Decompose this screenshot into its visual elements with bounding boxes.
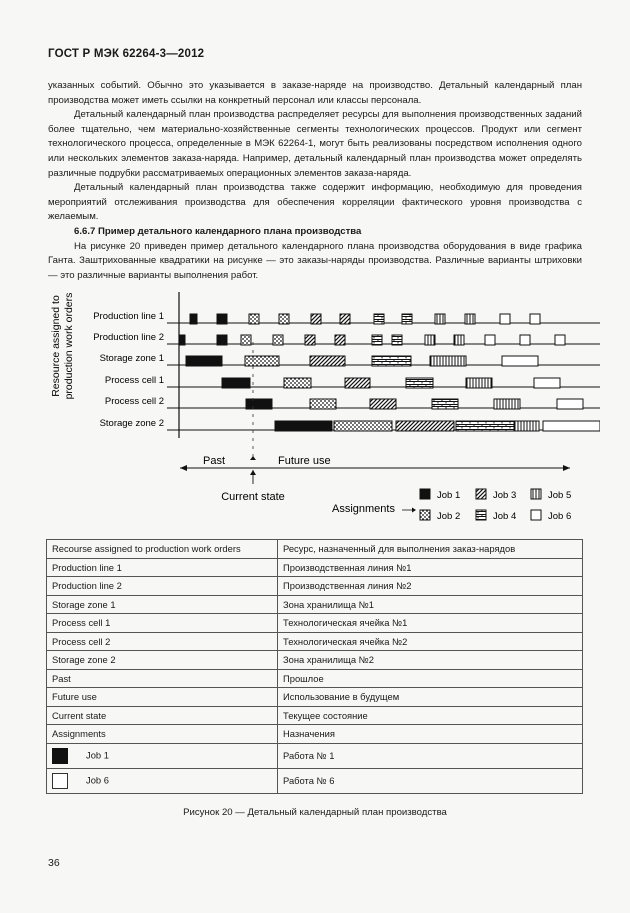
gantt-row-label: Process cell 1 (104, 375, 164, 386)
gantt-bar-job-1 (275, 421, 332, 431)
table-row (47, 558, 583, 577)
body-text (48, 79, 582, 283)
legend-label: Job 2 (437, 511, 461, 522)
table-cell-ru: Прошлое (278, 669, 583, 688)
gantt-bar-job-2 (334, 421, 392, 431)
table-cell-en: Production line 2 (47, 577, 278, 596)
gantt-bar-job-6 (534, 378, 560, 388)
gantt-bar-job-2 (249, 314, 259, 324)
legend-swatch-job-1 (420, 489, 430, 499)
gantt-bar-job-3 (335, 335, 345, 345)
job-1-swatch (52, 748, 68, 764)
gantt-bar-job-4 (392, 335, 402, 345)
gantt-bar-job-3 (345, 378, 370, 388)
page-number: 36 (48, 857, 60, 869)
gantt-bar-job-1 (222, 378, 250, 388)
table-cell-ru: Текущее состояние (278, 706, 583, 725)
table-cell-en (47, 768, 278, 793)
future-arrowhead (563, 465, 570, 471)
y-axis-label-2: production work orders (63, 292, 75, 400)
gantt-bar-job-6 (502, 356, 538, 366)
table-cell-ru: Производственная линия №2 (278, 577, 583, 596)
table-cell-en: Production line 1 (47, 558, 278, 577)
page-header: ГОСТ Р МЭК 62264-3—2012 (48, 48, 205, 60)
gantt-bar-job-5 (465, 314, 475, 324)
table-cell-ru: Производственная линия №1 (278, 558, 583, 577)
gantt-bar-job-1 (217, 335, 227, 345)
table-row (47, 595, 583, 614)
gantt-bar-job-2 (310, 399, 336, 409)
gantt-bar-job-3 (396, 421, 454, 431)
gantt-bar-job-2 (284, 378, 311, 388)
table-cell-ru: Назначения (278, 725, 583, 744)
table-cell-ru: Технологическая ячейка №2 (278, 632, 583, 651)
table-cell-en: Current state (47, 706, 278, 725)
current-state-label: Current state (221, 491, 285, 503)
past-label: Past (203, 455, 226, 467)
gantt-bar-job-5 (515, 421, 539, 431)
gantt-bar-job-3 (370, 399, 396, 409)
gantt-bar-job-5 (430, 356, 466, 366)
table-cell-ru: Технологическая ячейка №1 (278, 614, 583, 633)
translation-table (46, 539, 583, 794)
table-cell-en: Past (47, 669, 278, 688)
gantt-bar-job-1 (246, 399, 272, 409)
gantt-bar-job-6 (500, 314, 510, 324)
table-cell-en: Future use (47, 688, 278, 707)
table-cell-ru: Использование в будущем (278, 688, 583, 707)
gantt-bar-job-3 (311, 314, 321, 324)
table-cell-ru: Работа № 6 (278, 768, 583, 793)
table-row (47, 743, 583, 768)
gantt-bar-job-1 (186, 356, 222, 366)
gantt-bar-job-2 (245, 356, 279, 366)
table-row (47, 614, 583, 633)
paragraph: Детальный календарный план производства также содержит информацию, необходимую для проведения мероприятий отслеживания производства для обеспечения корреляции фактического уровня производства с желаемым. (48, 182, 582, 223)
gantt-bar-job-5 (454, 335, 464, 345)
gantt-bar-job-4 (372, 356, 411, 366)
table-row (47, 577, 583, 596)
current-state-marker (250, 456, 256, 460)
table-cell-en: Process cell 1 (47, 614, 278, 633)
gantt-bar-job-6 (555, 335, 565, 345)
gantt-bar-job-6 (543, 421, 600, 431)
gantt-bar-job-6 (557, 399, 583, 409)
table-row (47, 651, 583, 670)
figure-caption: Рисунок 20 — Детальный календарный план производства (183, 807, 447, 818)
gantt-bar-job-4 (374, 314, 384, 324)
section-heading: 6.6.7 Пример детального календарного плана производства (74, 225, 362, 237)
table-cell-en: Recourse assigned to production work orders (47, 540, 278, 559)
gantt-bar-job-3 (305, 335, 315, 345)
gantt-row-label: Production line 1 (93, 311, 164, 322)
gantt-chart (40, 284, 600, 530)
gantt-bar-job-2 (273, 335, 283, 345)
table-cell-en (47, 743, 278, 768)
gantt-bar-job-4 (402, 314, 412, 324)
gantt-bar-job-1 (179, 335, 185, 345)
gantt-row-label: Production line 2 (93, 332, 164, 343)
table-cell-ru: Зона хранилища №1 (278, 595, 583, 614)
table-row (47, 632, 583, 651)
legend-label: Job 1 (437, 490, 461, 501)
legend-label: Job 6 (548, 511, 572, 522)
future-label: Future use (278, 455, 331, 467)
gantt-bar-job-6 (485, 335, 495, 345)
gantt-bar-job-2 (279, 314, 289, 324)
assignments-label: Assignments (332, 503, 395, 515)
gantt-row-label: Process cell 2 (104, 396, 164, 407)
gantt-bar-job-3 (340, 314, 350, 324)
gantt-bar-job-4 (456, 421, 514, 431)
table-cell-ru: Зона хранилища №2 (278, 651, 583, 670)
legend-label: Job 4 (493, 511, 517, 522)
table-cell-en: Storage zone 2 (47, 651, 278, 670)
table-row (47, 688, 583, 707)
legend-swatch-job-3 (476, 489, 486, 499)
job-label: Job 1 (86, 748, 109, 760)
job-6-swatch (52, 773, 68, 789)
gantt-bar-job-1 (217, 314, 227, 324)
current-state-arrowhead (250, 470, 256, 475)
gantt-bar-job-3 (310, 356, 345, 366)
job-label: Job 6 (86, 773, 109, 785)
gantt-bar-job-4 (406, 378, 433, 388)
gantt-bar-job-4 (372, 335, 382, 345)
gantt-row-label: Storage zone 1 (99, 353, 164, 364)
table-cell-en: Assignments (47, 725, 278, 744)
legend-swatch-job-5 (531, 489, 541, 499)
legend-label: Job 5 (548, 490, 572, 501)
gantt-bar-job-6 (530, 314, 540, 324)
table-row (47, 725, 583, 744)
table-cell-ru: Ресурс, назначенный для выполнения заказ-нарядов (278, 540, 583, 559)
table-row (47, 706, 583, 725)
gantt-bar-job-4 (432, 399, 458, 409)
table-cell-ru: Работа № 1 (278, 743, 583, 768)
gantt-row-label: Storage zone 2 (99, 418, 164, 429)
legend-swatch-job-4 (476, 510, 486, 520)
paragraph: Детальный календарный план производства распределяет ресурсы для выполнения производственных заданий более тщательно, чем материально-хозяйственные сегменты технологических процессов. Продукт или сегмент технологического процесса, определенные в МЭК 62264-1, могут быть реализованы посредством исполнения одного или нескольких элементов заказа-наряда. Например, детальный календарный план производства может определять различные подрубки рассматриваемых операционных элементов заказа-наряда. (48, 109, 582, 179)
gantt-bar-job-5 (435, 314, 445, 324)
paragraph: указанных событий. Обычно это указывается в заказе-наряде на производство. Детальный календарный план производства может иметь ссылки на конкретный персонал или классы персонала. (48, 80, 582, 106)
assignments-arrowhead (412, 508, 416, 513)
gantt-bar-job-5 (466, 378, 492, 388)
table-cell-en: Storage zone 1 (47, 595, 278, 614)
gantt-bar-job-1 (190, 314, 197, 324)
past-arrowhead (180, 465, 187, 471)
gantt-bar-job-6 (520, 335, 530, 345)
gantt-bar-job-5 (494, 399, 520, 409)
legend-label: Job 3 (493, 490, 517, 501)
table-row (47, 540, 583, 559)
legend-swatch-job-2 (420, 510, 430, 520)
paragraph: На рисунке 20 приведен пример детального календарного плана производства оборудования в виде графика Ганта. Заштрихованные квадратики на рисунке — это заказы-наряды производства. Различные варианты штриховки — это различные варианты выполнения работ. (48, 240, 582, 281)
table-row (47, 768, 583, 793)
gantt-bar-job-5 (425, 335, 435, 345)
y-axis-label-1: Resource assigned to (50, 295, 62, 397)
table-row (47, 669, 583, 688)
table-cell-en: Process cell 2 (47, 632, 278, 651)
legend-swatch-job-6 (531, 510, 541, 520)
gantt-bar-job-2 (241, 335, 251, 345)
